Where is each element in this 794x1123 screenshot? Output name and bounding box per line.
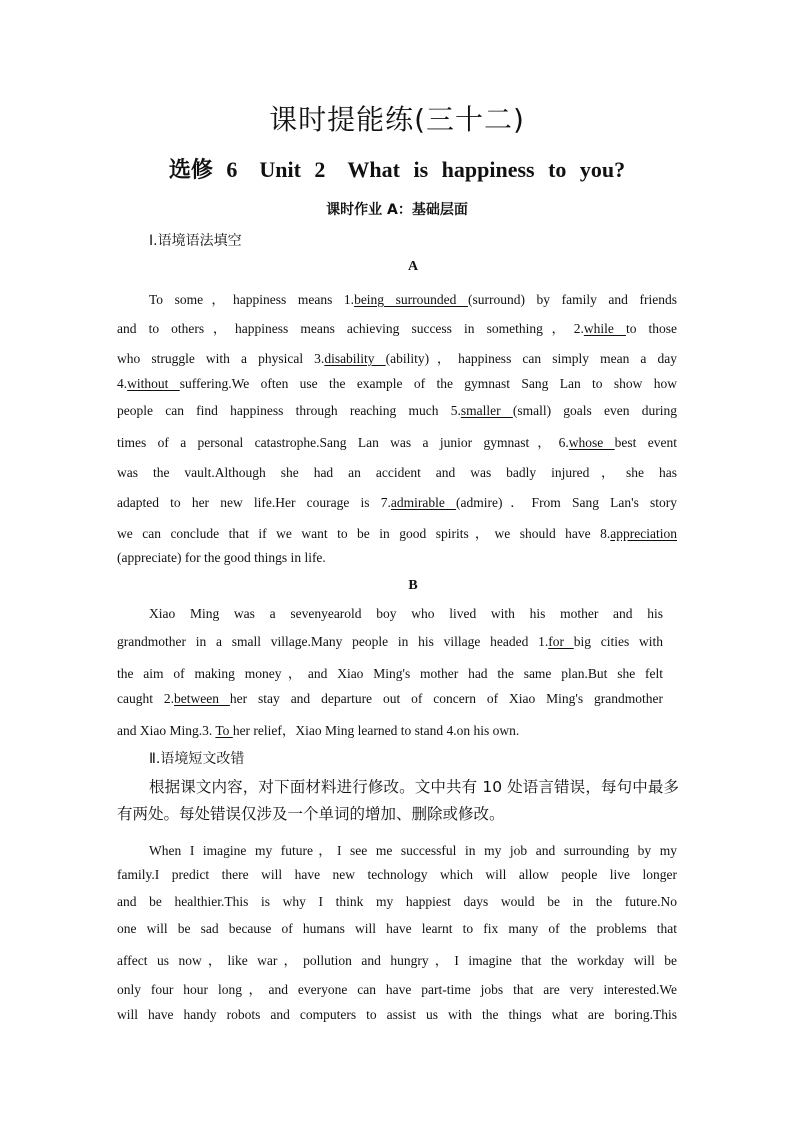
passage-line: adapted to her new life.Her courage is 7.admirable (admire)．From Sang Lan's story: [117, 495, 677, 510]
answer-blank: appreciation: [610, 526, 677, 541]
passage-line: family.I predict there will have new technology which will allow people live longer: [117, 867, 677, 882]
passage-line: To some，happiness means 1.being surrounded (surround) by family and friends: [149, 292, 677, 307]
answer-blank: between: [174, 691, 230, 706]
passage-line: only four hour long，and everyone can have part-time jobs that are very interested.We: [117, 982, 677, 997]
passage-line: and be healthier.This is why I think my happiest days would be in the future.No: [117, 894, 677, 909]
passage-b: [117, 606, 663, 738]
passage-line: affect us now，like war，pollution and hungry，I imagine that the workday will be: [117, 953, 677, 968]
answer-blank: admirable: [390, 495, 456, 510]
part2-passage: [117, 839, 677, 1021]
passage-line: Xiao Ming was a sevenyearold boy who lived with his mother and his: [149, 606, 663, 621]
passage-line: caught 2.between her stay and departure out of concern of Xiao Ming's grandmother: [117, 691, 663, 706]
passage-a-label: A: [407, 259, 419, 274]
section-label: 课时作业 A：基础层面: [326, 202, 468, 218]
passage-line: When I imagine my future，I see me successful in my job and surrounding by my: [149, 843, 677, 858]
answer-blank: whose: [568, 435, 615, 450]
passage-line: and to others，happiness means achieving success in something，2.while to those: [117, 321, 678, 336]
page-subtitle: 选修 6 Unit 2 What is happiness to you?: [168, 157, 626, 182]
part2-heading: Ⅱ.语境短文改错: [149, 751, 245, 767]
answer-blank: without: [127, 376, 180, 391]
passage-line: grandmother in a small village.Many people in his village headed 1.for big cities with: [117, 634, 663, 649]
passage-line: was the vault.Although she had an accident and was badly injured，she has: [117, 465, 677, 480]
answer-blank: while: [583, 321, 626, 336]
passage-b-label: B: [408, 578, 418, 593]
instruction-line: 有两处。每处错误仅涉及一个单词的增加、删除或修改。: [117, 805, 505, 823]
answer-blank: being surrounded: [354, 292, 468, 307]
answer-blank: smaller: [460, 403, 513, 418]
passage-line: people can find happiness through reaching much 5.smaller (small) goals even during: [117, 403, 677, 418]
page-title: 课时提能练(三十二): [269, 103, 525, 136]
answer-blank: disability: [324, 351, 386, 366]
passage-line: the aim of making money，and Xiao Ming's mother had the same plan.But she felt: [117, 666, 663, 681]
passage-line: and Xiao Ming.3. To her relief，Xiao Ming learned to stand 4.on his own.: [117, 723, 520, 738]
passage-a: [117, 288, 677, 564]
instruction-line: 根据课文内容，对下面材料进行修改。文中共有 10 处语言错误，每句中最多: [149, 778, 679, 796]
passage-line: we can conclude that if we want to be in good spirits，we should have 8.appreciation: [117, 526, 677, 541]
passage-line: (appreciate) for the good things in life.: [117, 550, 326, 565]
answer-blank: To: [215, 723, 233, 738]
passage-line: who struggle with a physical 3.disability (ability)，happiness can simply mean a day: [117, 351, 677, 366]
passage-line: one will be sad because of humans will have learnt to fix many of the problems that: [117, 921, 677, 936]
answer-blank: for: [548, 634, 574, 649]
passage-line: times of a personal catastrophe.Sang Lan was a junior gymnast，6.whose best event: [117, 435, 677, 450]
part1-heading: Ⅰ.语境语法填空: [149, 233, 242, 249]
part2-instructions: [117, 775, 679, 829]
passage-line: 4.without suffering.We often use the example of the gymnast Sang Lan to show how: [117, 376, 677, 391]
passage-line: will have handy robots and computers to assist us with the things what are boring.This: [117, 1007, 677, 1022]
